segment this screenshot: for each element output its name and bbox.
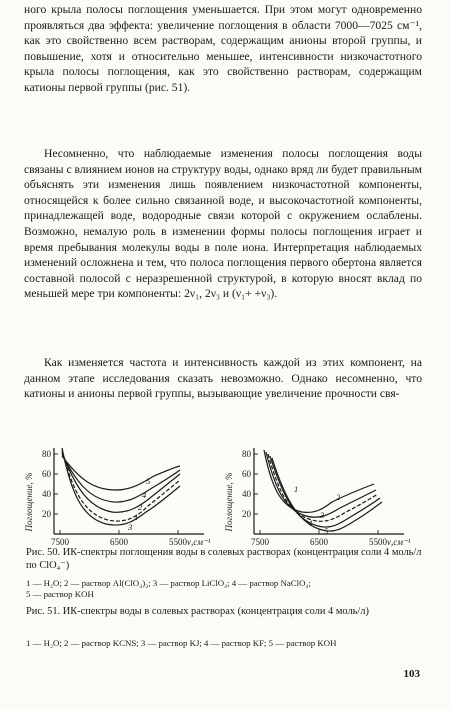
fig50-y-axis-label: Поглощение, % <box>24 472 34 532</box>
figure-50-spectra <box>24 438 224 548</box>
fig51-xtick: 7500 <box>251 537 269 547</box>
fig51-xtick: 5500 <box>369 537 387 547</box>
fig51-ytick: 60 <box>242 469 251 479</box>
fig51-ytick: 40 <box>242 489 251 499</box>
figure-50-caption: Рис. 50. ИК-спектры поглощения воды в солевых растворах (концентрация соли 4 моль/л по ClO₄⁻) <box>26 547 422 571</box>
fig50-curve <box>62 448 180 525</box>
fig51-curve-label: 3 <box>320 510 325 520</box>
fig51-x-unit: ν,см⁻¹ <box>387 537 411 547</box>
fig50-ytick: 60 <box>42 469 51 479</box>
figure-51-spectra <box>224 438 424 548</box>
fig50-curve-label: 1 <box>134 512 139 522</box>
fig51-curve <box>266 452 376 517</box>
figure-50-legend-line: 5 — раствор KOH <box>26 589 94 599</box>
figure-50-legend <box>26 578 424 600</box>
figure-51-caption: Рис. 51. ИК-спектры воды в солевых растворах (концентрация соли 4 моль/л) <box>26 606 369 617</box>
fig50-ytick: 80 <box>42 449 51 459</box>
fig51-curve <box>270 456 380 527</box>
fig51-ytick: 80 <box>242 449 251 459</box>
fig50-ytick: 20 <box>42 509 51 519</box>
fig50-xtick: 6500 <box>110 537 128 547</box>
fig50-x-unit: ν,см⁻¹ <box>187 537 211 547</box>
fig50-curve-label: 2 <box>138 502 143 512</box>
fig50-ytick: 40 <box>42 489 51 499</box>
fig50-curve <box>62 456 180 490</box>
fig50-curve <box>62 450 180 521</box>
fig50-xtick: 5500 <box>169 537 187 547</box>
paragraph-3: Как изменяется частота и интенсивность каждой из этих компонент, на данном этапе исследования сказать невозможно. Однако несомненно, что катионы и анионы первой группы, вызывающие увеличение прочности свя- <box>24 356 422 401</box>
fig51-y-axis-label: Поглощение, % <box>224 472 234 532</box>
fig50-curve-label: 3 <box>128 522 133 532</box>
fig51-ytick: 20 <box>242 509 251 519</box>
figure-51-legend: 1 — H₂O; 2 — раствор KCNS; 3 — раствор KJ; 4 — раствор KF; 5 — раствор KOH <box>26 638 337 648</box>
fig50-curve-label: 5 <box>146 476 151 486</box>
paragraph-2: Несомненно, что наблюдаемые изменения полосы поглощения воды связаны с влиянием ионов на структуру воды, однако вряд ли будет правильным объяснять эти изменения лишь появлением низкочастотной компоненты, относящейся к более сильно связанной воде, и высокочастотной компоненты, принадлежащей воде, водородные связи которой с окружением ослаблены. Возможно, немалую роль в изменении формы полосы поглощения играет и время пребывания молекулы воды в поле иона. Интерпретация наблюдаемых изменений осложнена и тем, что полоса поглощения первого обертона является составной полосой с неразрешенной структурой, в которую вносят вклад по меньшей мере три компоненты: 2ν₁, 2ν₃ и (ν₁+ +ν₃). <box>24 147 422 301</box>
fig50-curve-label: 4 <box>142 490 147 500</box>
figure-50-legend-line: 1 — H₂O; 2 — раствор Al(ClO₄)₃; 3 — раствор LiClO₄; 4 — раствор NaClO₄; <box>26 578 311 588</box>
paragraph-1: ного крыла полосы поглощения уменьшается. При этом могут одновременно проявляться два эффекта: увеличение поглощения в области 7000—7025 см⁻¹, как это свойственно всем растворам, содержащим анионы второй группы, и повышение, хотя и относительно меньшее, интенсивности низкочастотного крыла полосы поглощения, как это свойственно растворам, содержащим катионы первой группы (рис. 51). <box>24 3 422 94</box>
fig51-curve-label: 2 <box>336 492 341 502</box>
page-number: 103 <box>403 668 420 680</box>
fig51-xtick: 6500 <box>310 537 328 547</box>
fig51-curve-label: 5 <box>324 526 329 536</box>
fig50-xtick: 7500 <box>51 537 69 547</box>
fig51-curve-label: 1 <box>294 484 299 494</box>
fig51-curve-label: 4 <box>308 518 313 528</box>
